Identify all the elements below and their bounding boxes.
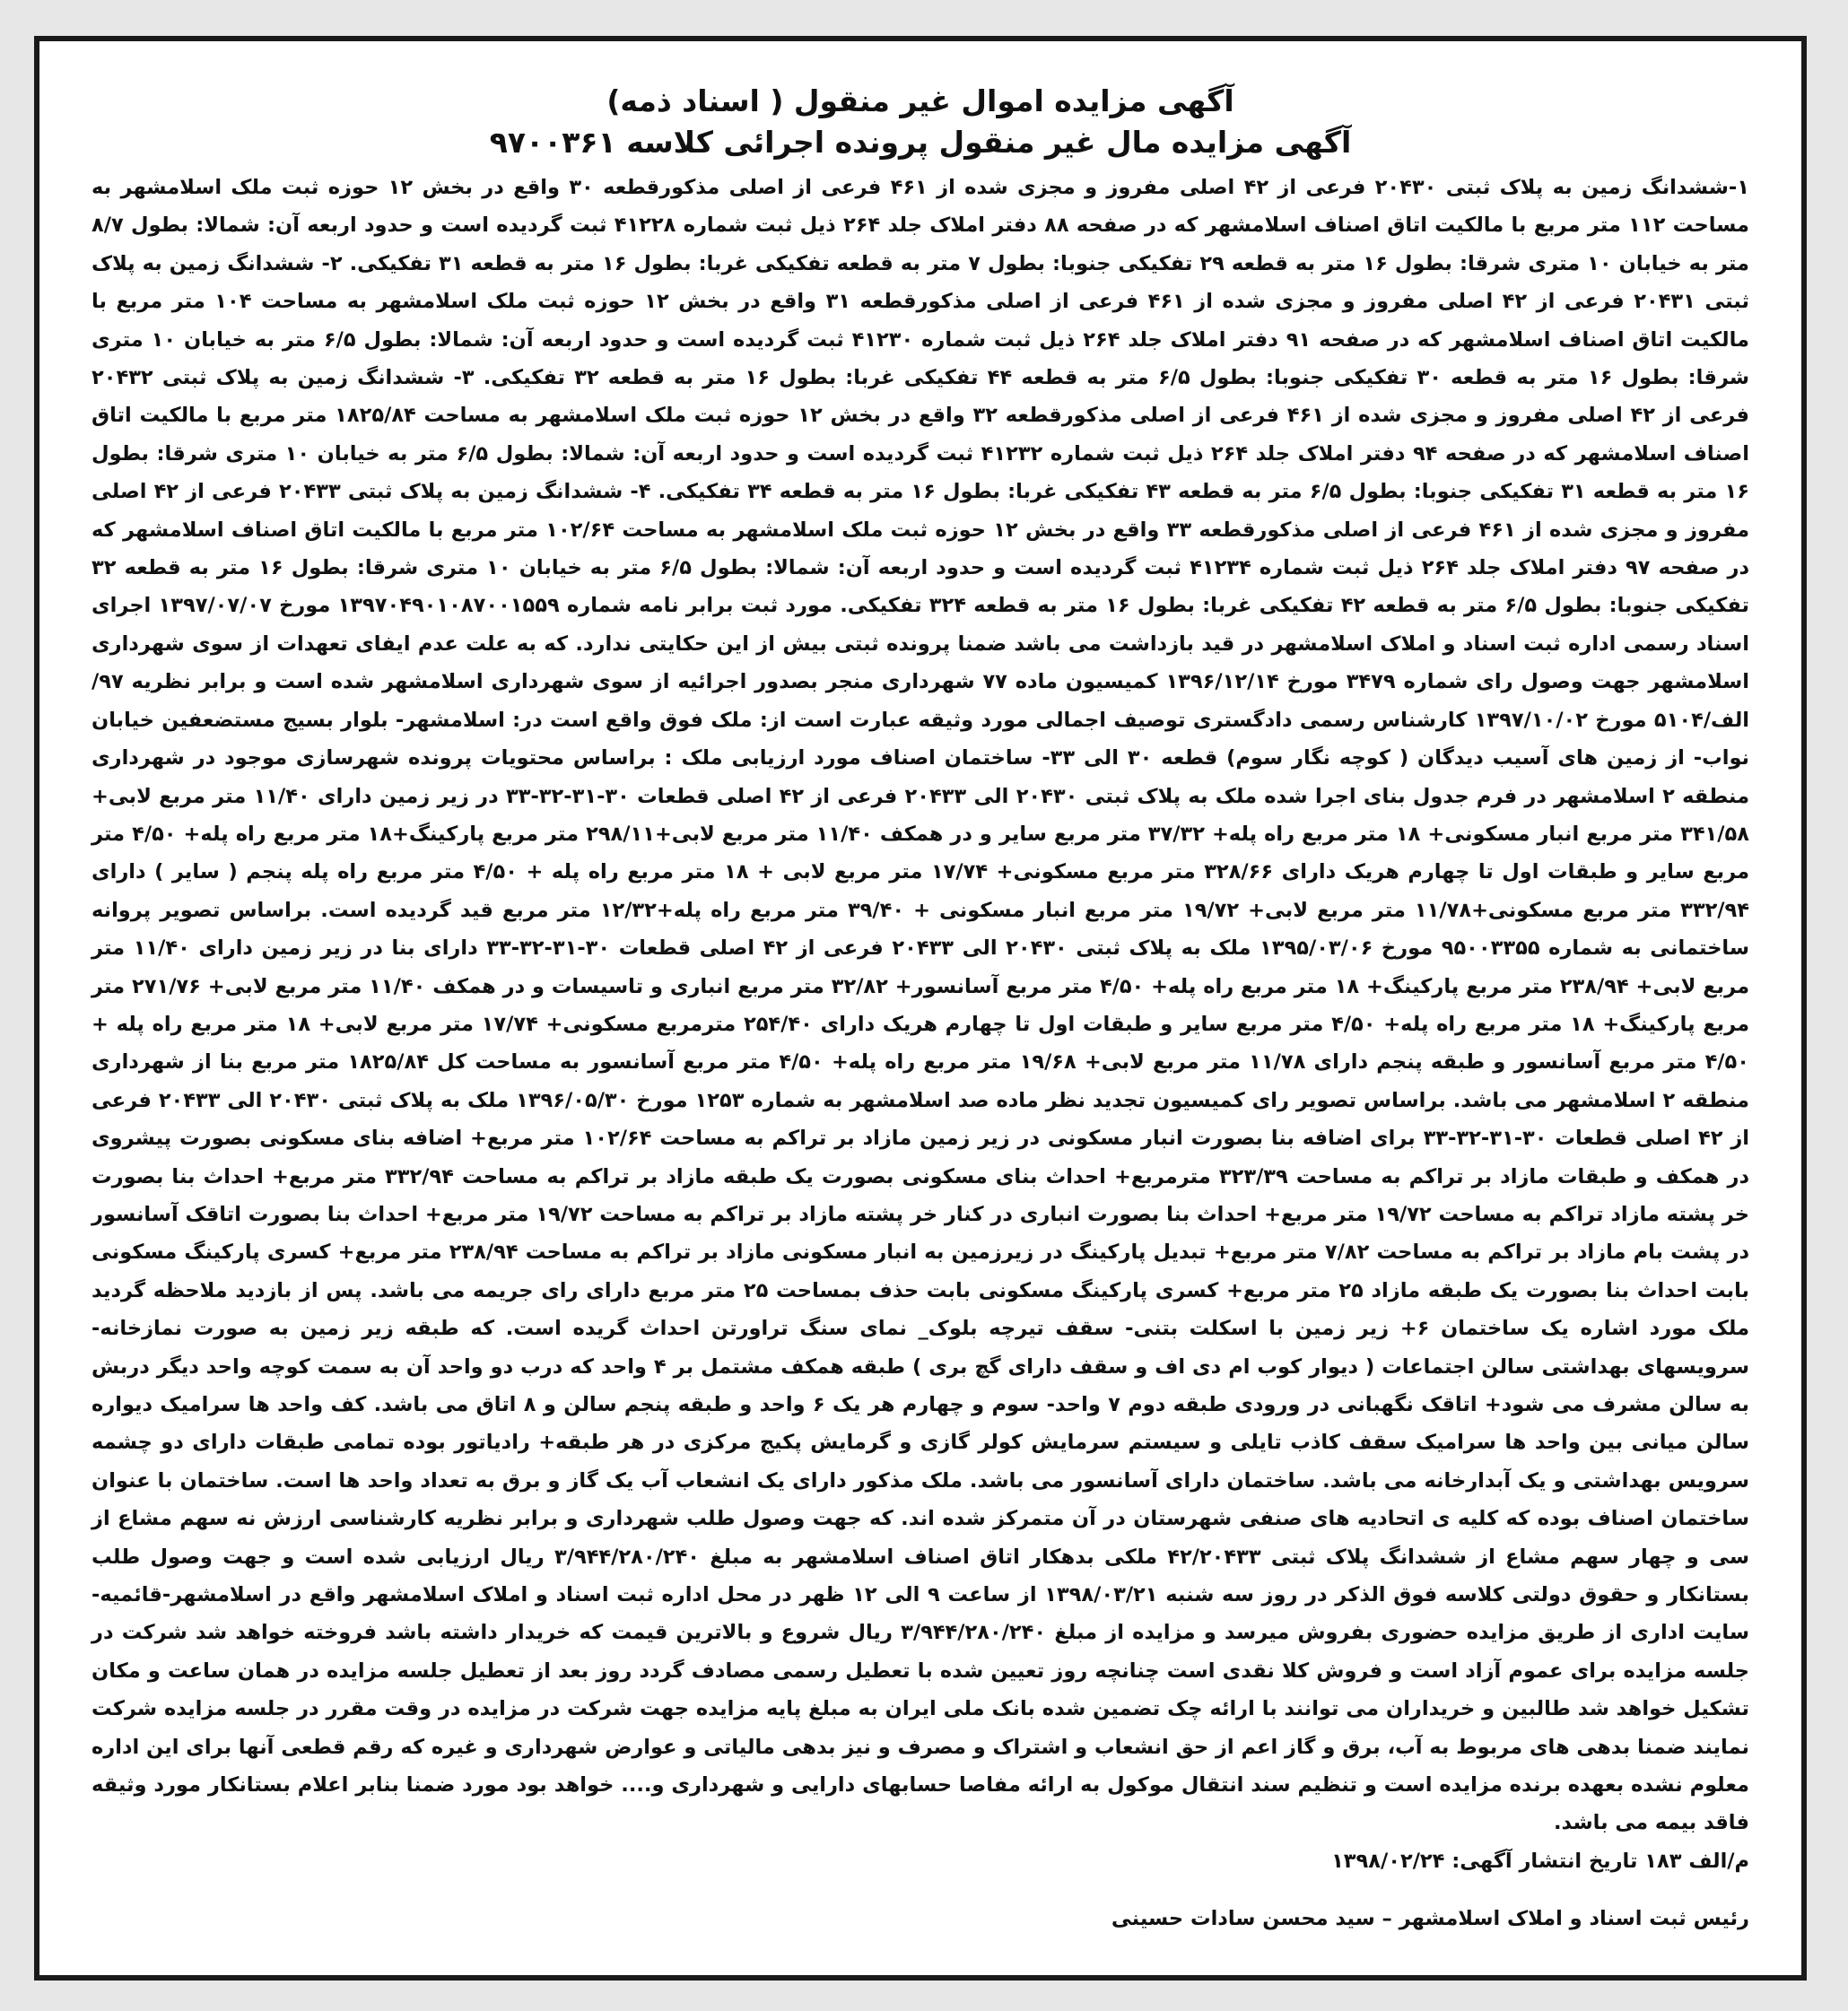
notice-title-secondary: آگهی مزایده مال غیر منقول پرونده اجرائی کلاسه ۹۷۰۰۳۶۱ bbox=[489, 125, 1352, 160]
notice-header bbox=[39, 41, 1801, 163]
notice-signature: رئیس ثبت اسناد و املاک اسلامشهر – سید محسن سادات حسینی bbox=[1111, 1906, 1749, 1930]
notice-title-primary: آگهی مزایده اموال غیر منقول ( اسناد ذمه) bbox=[606, 83, 1234, 118]
notice-body: ۱-ششدانگ زمین به پلاک ثبتی ۲۰۴۳۰ فرعی از ۴۲ اصلی مفروز و مجزی شده از ۴۶۱ فرعی از اصلی مذکورقطعه ۳۰ واقع در بخش ۱۲ حوزه ثبت ملک اسلامشهر به مساحت ۱۱۲ متر مربع با مالکیت اتاق اصناف اسلامشهر که در صفحه ۸۸ دفتر املاک جلد ۲۶۴ ذیل ثبت شماره ۴۱۲۲۸ ثبت گردیده است و حدود اربعه آن: شمالا: بطول ۸/۷ متر به خیابان ۱۰ متری شرقا: بطول ۱۶ متر به قطعه ۲۹ تفکیکی جنوبا: بطول ۷ متر به قطعه تفکیکی غربا: بطول ۱۶ متر به قطعه ۳۱ تفکیکی. ۲- ششدانگ زمین به پلاک ثبتی ۲۰۴۳۱ فرعی از ۴۲ اصلی مفروز و مجزی شده از ۴۶۱ فرعی از اصلی مذکورقطعه ۳۱ واقع در بخش ۱۲ حوزه ثبت ملک اسلامشهر به مساحت ۱۰۴ متر مربع با مالکیت اتاق اصناف اسلامشهر که در صفحه ۹۱ دفتر املاک جلد ۲۶۴ ذیل ثبت شماره ۴۱۲۳۰ ثبت گردیده است و حدود اربعه آن: شمالا: بطول ۶/۵ متر به خیابان ۱۰ متری شرقا: بطول ۱۶ متر به قطعه ۳۰ تفکیکی جنوبا: بطول ۶/۵ متر به قطعه ۴۴ تفکیکی غربا: بطول ۱۶ متر به قطعه ۳۲ تفکیکی. ۳- ششدانگ زمین به پلاک ثبتی ۲۰۴۳۲ فرعی از ۴۲ اصلی مفروز و مجزی شده از ۴۶۱ فرعی از اصلی مذکورقطعه ۳۲ واقع در بخش ۱۲ حوزه ثبت ملک اسلامشهر به مساحت ۱۸۲۵/۸۴ متر مربع با مالکیت اتاق اصناف اسلامشهر که در صفحه ۹۴ دفتر املاک جلد ۲۶۴ ذیل ثبت شماره ۴۱۲۳۲ ثبت گردیده است و حدود اربعه آن: شمالا: بطول ۶/۵ متر به خیابان ۱۰ متری شرقا: بطول ۱۶ متر به قطعه ۳۱ تفکیکی جنوبا: بطول ۶/۵ متر به قطعه ۴۳ تفکیکی غربا: بطول ۱۶ متر به قطعه ۳۴ تفکیکی. ۴- ششدانگ زمین به پلاک ثبتی ۲۰۴۳۳ فرعی از ۴۲ اصلی مفروز و مجزی شده از ۴۶۱ فرعی از اصلی مذکورقطعه ۳۳ واقع در بخش ۱۲ حوزه ثبت ملک اسلامشهر به مساحت ۱۰۲/۶۴ متر مربع با مالکیت اتاق اصناف اسلامشهر که در صفحه ۹۷ دفتر املاک جلد ۲۶۴ ذیل ثبت شماره ۴۱۲۳۴ ثبت گردیده است و حدود اربعه آن: شمالا: بطول ۶/۵ متر به خیابان ۱۰ متری شرقا: بطول ۱۶ متر به قطعه ۳۲ تفکیکی جنوبا: بطول ۶/۵ متر به قطعه ۴۲ تفکیکی غربا: بطول ۱۶ متر به قطعه ۳۲۴ تفکیکی. مورد ثبت برابر نامه شماره ۱۳۹۷۰۴۹۰۱۰۸۷۰۰۱۵۵۹ مورخ ۱۳۹۷/۰۷/۰۷ اجرای اسناد رسمی اداره ثبت اسناد و املاک اسلامشهر در قید بازداشت می باشد ضمنا پرونده ثبتی بیش از این حکایتی ندارد. که به علت عدم ایفای تعهدات از سوی شهرداری اسلامشهر جهت وصول رای شماره ۳۴۷۹ مورخ ۱۳۹۶/۱۲/۱۴ کمیسیون ماده ۷۷ شهرداری منجر بصدور اجرائیه از سوی شهرداری اسلامشهر شده است و برابر نظریه ۹۷/الف/۵۱۰۴ مورخ ۱۳۹۷/۱۰/۰۲ کارشناس رسمی دادگستری توصیف اجمالی مورد وثیقه عبارت است از: ملک فوق واقع است در: اسلامشهر- بلوار بسیج مستضعفین خیابان نواب- از زمین های آسیب دیدگان ( کوچه نگار سوم) قطعه ۳۰ الی ۳۳- ساختمان اصناف مورد ارزیابی ملک : براساس محتویات پرونده شهرسازی موجود در شهرداری منطقه ۲ اسلامشهر در فرم جدول بنای اجرا شده ملک به پلاک ثبتی ۲۰۴۳۰ الی ۲۰۴۳۳ فرعی از ۴۲ اصلی قطعات ۳۰-۳۱-۳۲-۳۳ در زیر زمین دارای ۱۱/۴۰ متر مربع لابی+ ۳۴۱/۵۸ متر مربع انبار مسکونی+ ۱۸ متر مربع راه پله+ ۳۷/۳۲ متر مربع سایر و در همکف ۱۱/۴۰ متر مربع لابی+۲۹۸/۱۱ متر مربع پارکینگ+۱۸ متر مربع راه پله+ ۴/۵۰ متر مربع سایر و طبقات اول تا چهارم هریک دارای ۳۲۸/۶۶ متر مربع مسکونی+ ۱۷/۷۴ متر مربع لابی + ۱۸ متر مربع راه پله + ۴/۵۰ متر مربع راه پله پنجم ( سایر ) دارای ۳۳۲/۹۴ متر مربع مسکونی+۱۱/۷۸ متر مربع لابی+ ۱۹/۷۲ متر مربع انبار مسکونی + ۳۹/۴۰ متر مربع راه پله+۱۲/۳۲ متر مربع قید گردیده است. براساس تصویر پروانه ساختمانی به شماره ۹۵۰۰۳۳۵۵ مورخ ۱۳۹۵/۰۳/۰۶ ملک به پلاک ثبتی ۲۰۴۳۰ الی ۲۰۴۳۳ فرعی از ۴۲ اصلی قطعات ۳۰-۳۱-۳۲-۳۳ دارای بنا در زیر زمین دارای ۱۱/۴۰ متر مربع لابی+ ۲۳۸/۹۴ متر مربع پارکینگ+ ۱۸ متر مربع راه پله+ ۴/۵۰ متر مربع آسانسور+ ۳۲/۸۲ متر مربع انباری و تاسیسات و در همکف ۱۱/۴۰ متر مربع لابی+ ۲۷۱/۷۶ متر مربع پارکینگ+ ۱۸ متر مربع راه پله+ ۴/۵۰ متر مربع سایر و طبقات اول تا چهارم هریک دارای ۲۵۴/۴۰ مترمربع مسکونی+ ۱۷/۷۴ متر مربع لابی+ ۱۸ متر مربع راه پله + ۴/۵۰ متر مربع آسانسور و طبقه پنجم دارای ۱۱/۷۸ متر مربع لابی+ ۱۹/۶۸ متر مربع راه پله+ ۴/۵۰ متر مربع آسانسور به مساحت کل ۱۸۲۵/۸۴ متر مربع بنا از شهرداری منطقه ۲ اسلامشهر می باشد. براساس تصویر رای کمیسیون تجدید نظر ماده صد اسلامشهر به شماره ۱۲۵۳ مورخ ۱۳۹۶/۰۵/۳۰ ملک به پلاک ثبتی ۲۰۴۳۰ الی ۲۰۴۳۳ فرعی از ۴۲ اصلی قطعات ۳۰-۳۱-۳۲-۳۳ برای اضافه بنا بصورت انبار مسکونی در زیر زمین مازاد بر تراکم به مساحت ۱۰۲/۶۴ متر مربع+ اضافه بنای مسکونی بصورت پیشروی در همکف و طبقات مازاد بر تراکم به مساحت ۳۲۳/۳۹ مترمربع+ احداث بنای مسکونی بصورت یک طبقه مازاد بر تراکم به مساحت ۳۳۲/۹۴ متر مربع+ احداث بنا بصورت خر پشته مازاد تراکم به مساحت ۱۹/۷۲ متر مربع+ احداث بنا بصورت انباری در کنار خر پشته مازاد بر تراکم به مساحت ۱۹/۷۲ متر مربع+ احداث بنا بصورت اتاقک آسانسور در پشت بام مازاد بر تراکم به مساحت ۷/۸۲ متر مربع+ تبدیل پارکینگ در زیرزمین به انبار مسکونی مازاد بر تراکم به مساحت ۲۳۸/۹۴ متر مربع+ کسری پارکینگ مسکونی بابت احداث بنا بصورت یک طبقه مازاد ۲۵ متر مربع+ کسری پارکینگ مسکونی بابت حذف بمساحت ۲۵ متر مربع دارای رای جریمه می باشد. پس از بازدید ملاحظه گردید ملک مورد اشاره یک ساختمان ۶+ زیر زمین با اسکلت بتنی- سقف تیرچه بلوک_ نمای سنگ تراورتن احداث گریده است. که طبقه زیر زمین به صورت نمازخانه- سرویسهای بهداشتی سالن اجتماعات ( دیوار کوب ام دی اف و سقف دارای گچ بری ) طبقه همکف مشتمل بر ۴ واحد که درب دو واحد آن به سمت کوچه واحد دیگر دربش به سالن مشرف می شود+ اتاقک نگهبانی در ورودی طبقه دوم ۷ واحد- سوم و چهارم هر یک ۶ واحد و طبقه پنجم سالن و ۸ اتاق می باشد. کف واحد ها سرامیک دیواره سالن میانی بین واحد ها سرامیک سقف کاذب تایلی و سیستم سرمایش کولر گازی و گرمایش پکیج مرکزی در هر طبقه+ رادیاتور بوده تمامی طبقات دارای دو چشمه سرویس بهداشتی و یک آبدارخانه می باشد. ساختمان دارای آسانسور می باشد. ملک مذکور دارای یک انشعاب آب یک گاز و برق به تعداد واحد ها است. ساختمان با عنوان ساختمان اصناف بوده که کلیه ی اتحادیه های صنفی شهرستان در آن متمرکز شده اند. که جهت وصول طلب شهرداری و برابر نظریه کارشناسی ارزش نه سهم مشاع از سی و چهار سهم مشاع از ششدانگ پلاک ثبتی ۴۲/۲۰۴۳۳ ملکی بدهکار اتاق اصناف اسلامشهر به مبلغ ۳/۹۴۴/۲۸۰/۲۴۰ ریال ارزیابی شده است و جهت وصول طلب بستانکار و حقوق دولتی کلاسه فوق الذکر در روز سه شنبه ۱۳۹۸/۰۳/۲۱ از ساعت ۹ الی ۱۲ ظهر در محل اداره ثبت اسناد و املاک اسلامشهر واقع در اسلامشهر-قائمیه- سایت اداری از طریق مزایده حضوری بفروش میرسد و مزایده از مبلغ ۳/۹۴۴/۲۸۰/۲۴۰ ریال شروع و بالاترین قیمت که خریدار داشته باشد فروخته خواهد شد شرکت در جلسه مزایده برای عموم آزاد است و فروش کلا نقدی است چنانچه روز تعیین شده با تعطیل رسمی مصادف گردد روز بعد از تعطیل جلسه مزایده در همان ساعت و مکان تشکیل خواهد شد طالبین و خریداران می توانند با ارائه چک تضمین شده بانک ملی ایران به مبلغ پایه مزایده جهت شرکت در مزایده در وقت مقرر در جلسه مزایده شرکت نمایند ضمنا بدهی های مربوط به آب، برق و گاز اعم از حق انشعاب و اشتراک و مصرف و نیز بدهی مالیاتی و عوارض شهرداری و غیره که رقم قطعی آنها برای این اداره معلوم نشده بعهده برنده مزایده است و تنظیم سند انتقال موکول به ارائه مفاصا حسابهای دارایی و شهرداری و.... خواهد بود مورد ضمنا بنابر اعلام بستانکار مورد وثیقه فاقد بیمه می باشد. bbox=[92, 176, 1750, 1835]
notice-frame bbox=[34, 36, 1807, 1981]
notice-publication-line: م/الف ۱۸۳ تاریخ انتشار آگهی: ۱۳۹۸/۰۲/۲۴ bbox=[1331, 1849, 1749, 1873]
